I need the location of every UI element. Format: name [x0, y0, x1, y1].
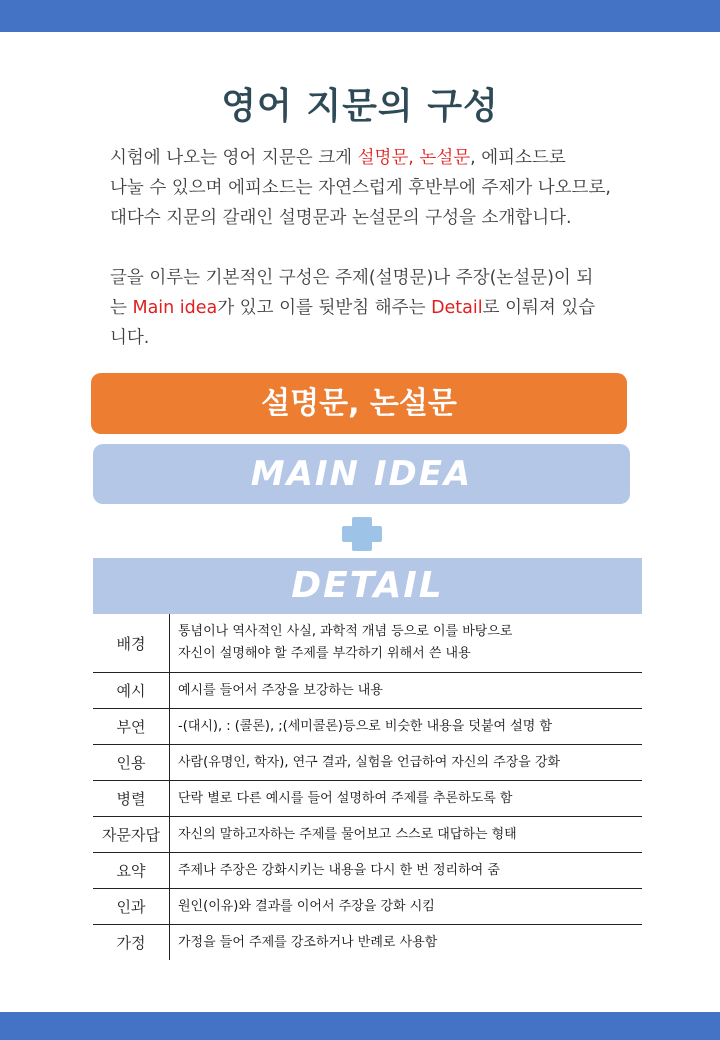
detail-description: 사람(유명인, 학자), 연구 결과, 실험을 언급하여 자신의 주장을 강화	[170, 745, 643, 781]
intro-highlight: Main idea	[132, 298, 218, 318]
intro-text-line: 나눌 수 있으며 에피소드는 자연스럽게 후반부에 주제가 나오므로,	[110, 178, 611, 198]
intro-text-line: 대다수 지문의 갈래인 설명문과 논설문의 구성을 소개합니다.	[110, 208, 572, 228]
detail-term: 병렬	[93, 781, 170, 817]
detail-description: 자신의 말하고자하는 주제를 물어보고 스스로 대답하는 형태	[170, 817, 643, 853]
table-row	[93, 614, 642, 673]
table-row	[93, 889, 642, 925]
detail-description-line: 통념이나 역사적인 사실, 과학적 개념 등으로 이를 바탕으로	[178, 624, 513, 639]
intro-text-segment: 가 있고 이를 뒷받침 해주는	[217, 298, 432, 318]
essay-type-banner: 설명문, 논설문	[91, 373, 627, 434]
detail-description: 원인(이유)와 결과를 이어서 주장을 강화 시킴	[170, 889, 643, 925]
intro-highlight: 설명문, 논설문	[357, 148, 471, 168]
intro-text-segment: , 에피소드로	[470, 148, 566, 168]
table-row	[93, 925, 642, 961]
detail-description: 단락 별로 다른 예시를 들어 설명하여 주제를 추론하도록 함	[170, 781, 643, 817]
detail-term: 예시	[93, 673, 170, 709]
intro-text-segment: 시험에 나오는 영어 지문은 크게	[110, 148, 358, 168]
intro-text-segment: 로 이뤄져 있습	[482, 298, 596, 318]
detail-term: 부연	[93, 709, 170, 745]
table-row	[93, 709, 642, 745]
intro-text-line: 글을 이루는 기본적인 구성은 주제(설명문)나 주장(논설문)이 되	[110, 268, 594, 288]
intro-paragraph-1	[110, 143, 650, 233]
detail-table	[93, 614, 642, 960]
detail-description: 주제나 주장은 강화시키는 내용을 다시 한 번 정리하여 줌	[170, 853, 643, 889]
detail-term: 배경	[93, 614, 170, 673]
detail-term: 가정	[93, 925, 170, 961]
detail-description: 가정을 들어 주제를 강조하거나 반례로 사용함	[178, 934, 438, 950]
detail-banner: DETAIL	[93, 558, 642, 614]
table-row	[93, 781, 642, 817]
detail-description	[170, 614, 643, 673]
detail-term: 요약	[93, 853, 170, 889]
intro-text-line: 니다.	[110, 328, 150, 348]
detail-term: 자문자답	[93, 817, 170, 853]
top-bar	[0, 0, 720, 32]
table-row	[93, 817, 642, 853]
bottom-bar	[0, 1012, 720, 1040]
detail-term: 인용	[93, 745, 170, 781]
table-row	[93, 673, 642, 709]
intro-text	[110, 143, 650, 353]
detail-term: 인과	[93, 889, 170, 925]
intro-highlight: Detail	[431, 298, 483, 318]
intro-text-segment: 는	[110, 298, 133, 318]
plus-icon	[339, 514, 385, 554]
detail-description: -(대시), : (콜론), ;(세미콜론)등으로 비슷한 내용을 덧붙여 설명 함	[170, 709, 643, 745]
table-row	[93, 853, 642, 889]
detail-description: 예시를 들어서 주장을 보강하는 내용	[170, 673, 643, 709]
main-idea-banner: MAIN IDEA	[93, 444, 630, 504]
detail-description-line: 자신이 설명해야 할 주제를 부각하기 위해서 쓴 내용	[178, 646, 471, 661]
page-title: 영어 지문의 구성	[221, 86, 499, 127]
table-row	[93, 745, 642, 781]
intro-paragraph-2	[110, 263, 650, 353]
